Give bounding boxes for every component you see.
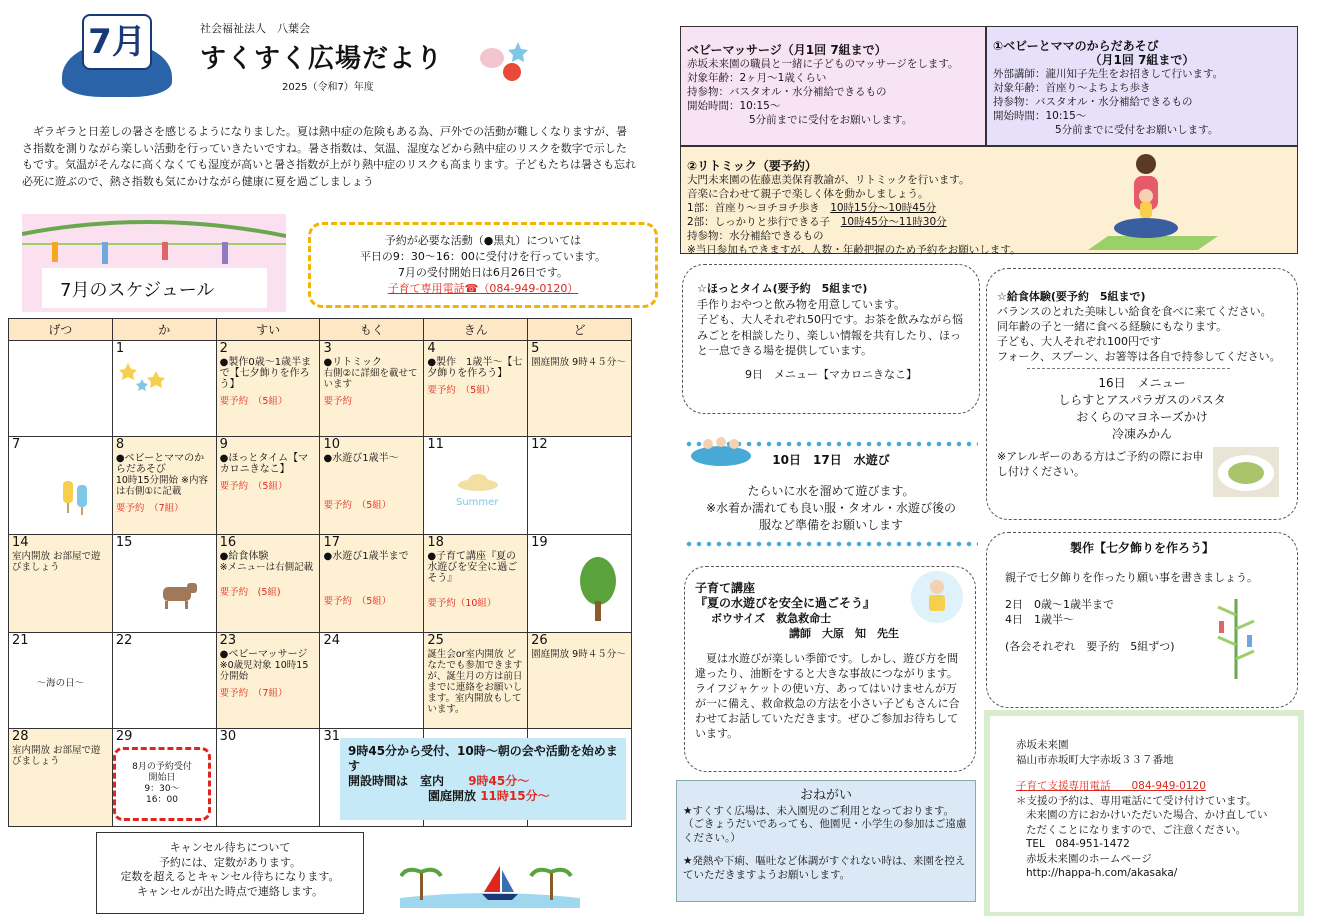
baby-massage-box (680, 26, 986, 146)
rhythmic-part2-time: 10時45分～11時30分 (840, 216, 947, 228)
lecture-org: ボウサイズ 救急救命士 (711, 612, 832, 625)
lecture-subtitle: 『夏の水遊びを安全に過ごそう』 (695, 596, 876, 610)
day-tue: か (112, 319, 216, 341)
calendar-cell-25: 25 誕生会or室内開放 どなたでも参加できますが、誕生月の方は前日までに連絡をお願いします。室内開放もしています。 (424, 633, 528, 729)
calendar-cell-4[interactable]: 4 ●製作 1歳半～【七夕飾りを作ろう】 要予約 （5組） (424, 341, 528, 437)
opening-hours-box (340, 738, 626, 820)
water-play-line-2: ※水着か濡れても良い服・タオル・水遊び後の服など準備をお願いします (705, 501, 957, 532)
summer-hat-icon (454, 471, 514, 511)
calendar-cell-22: 22 (112, 633, 216, 729)
beach-illustration (400, 858, 580, 908)
crab-shell-illustration (478, 38, 528, 86)
contact-name: 赤坂未来園 (1016, 739, 1069, 751)
hotto-time-box (682, 264, 980, 414)
fiscal-year: 2025（令和7）年度 (282, 82, 374, 93)
calendar-cell-14: 14 室内開放 お部屋で遊びましょう (9, 535, 113, 633)
calendar-cell-16[interactable]: 16 ●給食体験 ※メニューは右側記載 要予約 (5組) (216, 535, 320, 633)
craft-line-3: 4日 1歳半～ (1005, 613, 1074, 626)
support-phone[interactable]: 子育て支援専用電話 084-949-0120 (1016, 780, 1206, 792)
calendar-cell-3[interactable]: 3 ●リトミック 右側②に詳細を載せています 要予約 (320, 341, 424, 437)
calendar-cell-7: 7 (9, 437, 113, 535)
lunch-line-3: 子ども、大人それぞれ100円です (997, 335, 1161, 348)
contact-note-2: 未来園の方におかけいただいた場合、かけ直していただくことになりますので、ご注意ください。 (1026, 809, 1268, 836)
bamboo-icon (1211, 599, 1261, 679)
calendar-cell-9[interactable]: 9 ●ほっとタイム【マカロニきなこ】 要予約 （5組） (216, 437, 320, 535)
request-title: おねがい (799, 788, 852, 803)
calendar-cell-15: 15 (112, 535, 216, 633)
tree-icon (578, 557, 618, 623)
newsletter-title: すくすく広場だより (200, 44, 444, 74)
calendar-cell-11: 11 Summer (424, 437, 528, 535)
calendar-cell-2[interactable]: 2 ●製作0歳～1歳半まで【七夕飾りを作ろう】 要予約 （5組） (216, 341, 320, 437)
calendar-cell-24: 24 (320, 633, 424, 729)
month-logo (62, 14, 172, 100)
rhythmic-part2: 2部：しっかりと歩行できる子 (687, 216, 831, 228)
baby-mama-subtitle: （月1回 7組まで） (1089, 53, 1195, 67)
baby-massage-title: ベビーマッサージ（月1回 7組まで） (687, 43, 887, 57)
aug-line-4: 16：00 (146, 795, 178, 805)
water-play-title: 10日 17日 水遊び (772, 453, 890, 467)
homepage-link[interactable]: http://happa-h.com/akasaka/ (1026, 867, 1178, 879)
intro-paragraph: ギラギラと日差しの暑さを感じるようになりました。夏は熱中症の危険もある為、戸外での活動が難しくなりますが、暑さ指数を測りながら楽しい活動を行っていきたいですね。暑さ指数は、気温、湿度などから熱中症のリスクを数字で示したもです。気温がそんなに高くなくても湿度が高いと暑さ指数が上がり熱中症のリスクも高まります。子どもたちは暑さも忘れ必死に遊ぶので、熱さ指数も気にかけながら健康に夏を過ごしましょう (22, 125, 637, 188)
water-play-box (684, 440, 978, 552)
calendar-cell-23[interactable]: 23 ●ベビーマッサージ ※0歳児対象 10時15分開始 要予約 （7組） (216, 633, 320, 729)
day-wed: すい (216, 319, 320, 341)
calendar-cell-10[interactable]: 10 ●水遊び1歳半～ 要予約 （5組） (320, 437, 424, 535)
cancel-line-2: 定数を超えるとキャンセル待ちになります。 (120, 870, 340, 883)
contact-tel[interactable]: TEL 084-951-1472 (1026, 838, 1130, 850)
popsicle-icon (57, 477, 97, 517)
hotto-title: ☆ほっとタイム(要予約 5組まで) (697, 282, 868, 295)
calendar-cell-12: 12 (528, 437, 632, 535)
request-line-1: ★すくすく広場は、未入園児のご利用となっております。（ごきょうだいであっても、他園児・小学生の参加はご遠慮ください。） (683, 804, 967, 844)
schedule-label: 7月のスケジュール (42, 268, 267, 308)
lunch-menu-3: 冷凍みかん (1111, 427, 1172, 441)
aug-line-2: 開始日 (148, 773, 176, 783)
day-mon: げつ (9, 319, 113, 341)
aug-line-1: 8月の予約受付 (132, 762, 192, 772)
day-thu: もく (320, 319, 424, 341)
day-fri: きん (424, 319, 528, 341)
parenting-lecture-box (684, 566, 976, 772)
lunch-menu-1: しらすとアスパラガスのパスタ (1058, 393, 1226, 407)
reserve-line-3: 7月の受付開始日は6月26日です。 (397, 266, 569, 279)
week-row (9, 437, 632, 535)
calendar-cell-30: 30 (216, 729, 320, 827)
baby-mama-line-5: 5分前までに受付をお願いします。 (1055, 124, 1219, 136)
water-play-line-1: たらいに水を溜めて遊びます。 (747, 484, 915, 498)
lunch-experience-box (986, 268, 1298, 520)
cancel-line-1: 予約には、定数があります。 (158, 855, 302, 869)
opening-garden-label: 園庭開放 (428, 789, 477, 803)
lunch-allergy-note: ※アレルギーのある方はご予約の際にお申し付けください。 (997, 450, 1204, 478)
rhythmic-line-2: 音楽に合わせて親子で楽しく体を動かしましょう。 (687, 188, 929, 200)
calendar-cell-28: 28 室内開放 お部屋で遊びましょう (9, 729, 113, 827)
mother-baby-yoga-illustration (1088, 150, 1218, 254)
contact-box (990, 716, 1298, 912)
reservation-info (308, 222, 658, 308)
pasta-photo (1213, 447, 1279, 497)
calendar-cell-18[interactable]: 18 ●子育て講座『夏の水遊びを安全に過ごそう』 要予約（10組） (424, 535, 528, 633)
hotto-menu: 9日 メニュー【マカロニきなこ】 (745, 367, 917, 381)
tanabata-craft-box (986, 532, 1298, 708)
lifejacket-kid-icon (907, 569, 967, 625)
lecture-teacher: 講師 大原 知 先生 (789, 627, 899, 640)
calendar-cell-empty (9, 341, 113, 437)
opening-garden-time: 11時15分～ (480, 789, 550, 803)
contact-address: 福山市赤坂町大字赤坂３３７番地 (1016, 753, 1174, 766)
lunch-line-2: 同年齢の子と一緒に食べる経験にもなります。 (997, 320, 1228, 333)
craft-title: 製作【七夕飾りを作ろう】 (1069, 541, 1214, 555)
calendar-cell-31: 31 (320, 729, 424, 827)
org-name: 社会福祉法人 八葉会 (200, 22, 310, 35)
lunch-menu-title: 16日 メニュー (1098, 376, 1186, 390)
lunch-title: ☆給食体験(要予約 5組まで) (997, 290, 1146, 303)
calendar-cell-5: 5 園庭開放 9時４５分～ (528, 341, 632, 437)
reserve-line-1: 予約が必要な活動（●黒丸）については (384, 234, 582, 247)
august-reservation-box (113, 747, 211, 821)
calendar-cell-21: 21 ～海の日～ (9, 633, 113, 729)
cow-icon (157, 579, 201, 613)
homepage-label: 赤坂未来園のホームページ (1026, 852, 1152, 865)
baby-mama-line-3: 持参物：バスタオル・水分補給できるもの (993, 96, 1193, 108)
hotto-line-1: 手作りおやつと飲み物を用意しています。 (697, 297, 906, 311)
calendar-cell-26: 26 園庭開放 9時４５分～ (528, 633, 632, 729)
rhythmic-line-5: 持参物：水分補給できるもの (687, 230, 824, 242)
opening-line-1: 9時45分から受付、10時～朝の会や活動を始めます (348, 744, 618, 773)
calendar-cell-17[interactable]: 17 ●水遊び1歳半まで 要予約 （5組） (320, 535, 424, 633)
baby-mama-line-1: 外部講師：瀧川知子先生をお招きして行います。 (993, 68, 1224, 80)
opening-indoor-label: 開設時間は 室内 (348, 774, 445, 788)
month-badge: 7月 (82, 14, 152, 70)
week-row (9, 341, 632, 437)
craft-line-2: 2日 0歳～1歳半まで (1005, 598, 1114, 611)
baby-mama-title: ①ベビーとママのからだあそび (993, 39, 1159, 53)
lecture-body: 夏は水遊びが楽しい季節です。しかし、遊び方を間違ったり、油断をすると大きな事故につながります。ライフジャケットの使い方、あってはいけませんが万が一に備え、救命救急の方法を小さい子どもさんに合わせてお話していただきます。ぜひご参加お待ちしています。 (695, 652, 960, 740)
rhythmic-part1-time: 10時15分～10時45分 (830, 202, 937, 214)
rhythmic-part1: 1部：首座り～ヨチヨチ歩き (687, 202, 820, 214)
hotto-line-2: 子ども、大人それぞれ50円です。お茶を飲みながら悩みごとを相談したり、楽しい情報を共有したり、ほっと一息できる場を提供しています。 (697, 313, 964, 357)
baby-mama-box (986, 26, 1298, 146)
baby-massage-line-3: 持参物：バスタオル・水分補給できるもの (687, 86, 887, 98)
day-sat: ど (528, 319, 632, 341)
svg-text:Summer: Summer (456, 497, 499, 508)
lunch-line-1: バランスのとれた美味しい給食を食べに来てください。 (997, 305, 1272, 318)
cancel-waitlist-box (96, 832, 364, 914)
calendar-header-row (9, 319, 632, 341)
calendar-cell-19: 19 (528, 535, 632, 633)
request-box (676, 780, 976, 902)
stars-icon (116, 357, 176, 397)
craft-line-4: (各会それぞれ 要予約 5組ずつ) (1005, 640, 1175, 653)
lecture-title: 子育て講座 (695, 581, 756, 595)
calendar-cell-1: 1 (112, 341, 216, 437)
kiddie-pool-icon (690, 428, 752, 468)
request-line-2: ★発熱や下痢、嘔吐など体調がすぐれない時は、来園を控えていただきますようお願いします。 (683, 855, 966, 881)
week-row (9, 633, 632, 729)
cancel-title: キャンセル待ちについて (169, 841, 291, 854)
rhythmic-line-6: ※当日参加もできますが、人数・年齢把握のため予約をお願いします。 (687, 244, 1021, 256)
baby-massage-line-2: 対象年齢：2ヶ月～1歳くらい (687, 72, 827, 84)
opening-indoor-time: 9時45分～ (468, 774, 530, 788)
cancel-line-3: キャンセルが出た時点で連絡します。 (136, 884, 324, 898)
rhythmic-line-1: 大門未来園の佐藤恵美保育教諭が、リトミックを行います。 (687, 174, 970, 186)
craft-line-1: 親子で七夕飾りを作ったり願い事を書きましょう。 (1005, 571, 1258, 584)
calendar-cell-8[interactable]: 8 ●ベビーとママのからだあそび 10時15分開始 ※内容は右側①に記載 要予約 （7組） (112, 437, 216, 535)
baby-massage-line-4: 開始時間：10:15～ (687, 100, 781, 112)
contact-note-1: ＊支援の予約は、専用電話にて受け付けています。 (1016, 794, 1257, 807)
reserve-phone[interactable]: 子育て専用電話☎（084-949-0120） (387, 282, 579, 295)
baby-massage-line-5: 5分前までに受付をお願いします。 (749, 114, 913, 126)
baby-mama-line-2: 対象年齢：首座り～よちよち歩き (993, 82, 1151, 94)
bamboo-decoration (22, 214, 286, 274)
lunch-menu-2: おくらのマヨネーズかけ (1076, 410, 1208, 424)
baby-massage-line-1: 赤坂未来園の職員と一緒に子どものマッサージをします。 (687, 58, 959, 70)
reserve-line-2: 平日の9：30～16：00に受付けを行っています。 (359, 250, 607, 263)
rhythmic-title: ②リトミック（要予約） (687, 159, 817, 173)
week-row (9, 535, 632, 633)
calendar-cell-29: 29 (112, 729, 216, 827)
lunch-line-4: フォーク、スプーン、お箸等は各自で持参してください。 (997, 350, 1281, 363)
aug-line-3: 9：30～ (144, 784, 180, 794)
baby-mama-line-4: 開始時間：10:15～ (993, 110, 1087, 122)
